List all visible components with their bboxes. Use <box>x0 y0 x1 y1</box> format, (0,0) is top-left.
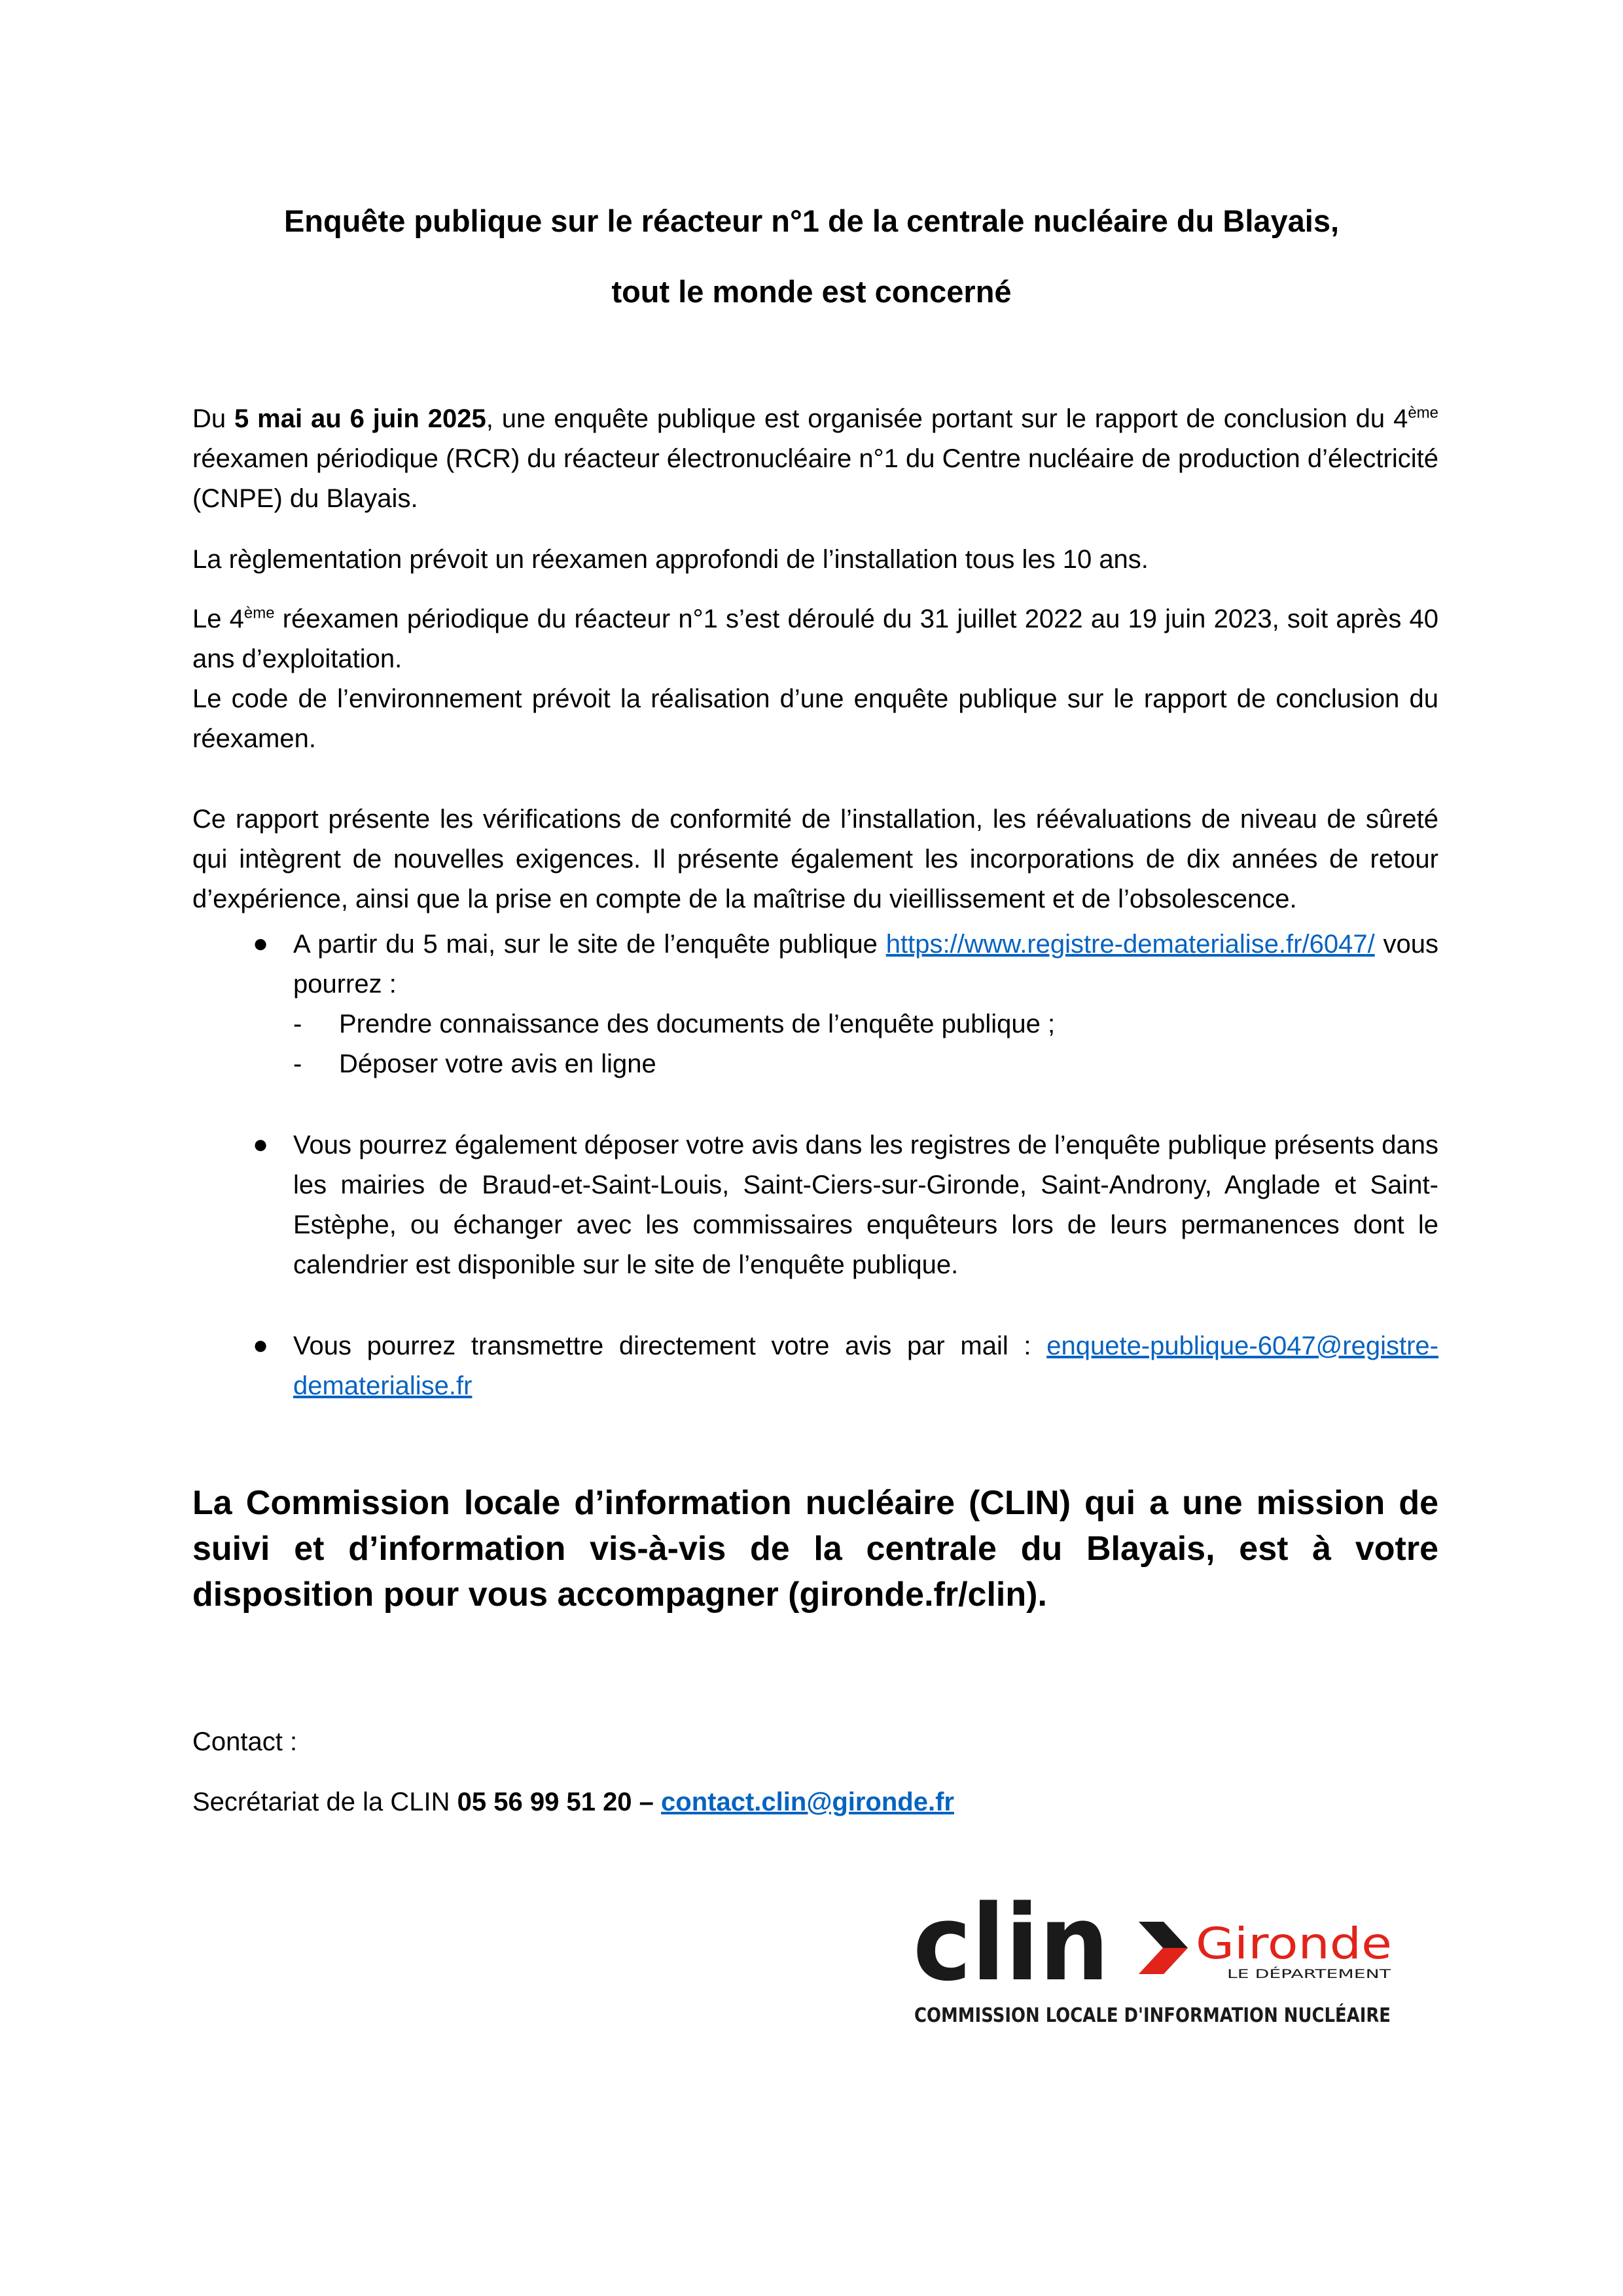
intro-text: réexamen périodique du réacteur n°1 s’est déroulé du 31 juillet 2022 au 19 juin 2023, soit après 40 ans d’exploitation. <box>192 605 1438 673</box>
ordinal-superscript: ème <box>1408 404 1438 422</box>
bullet-dot: ● <box>253 1130 269 1159</box>
intro-paragraph-reexamination <box>192 599 1438 759</box>
intro-text: réexamen périodique (RCR) du réacteur électronucléaire n°1 du Centre nucléaire de production d’électricité (CNPE) du Blayais. <box>192 444 1438 513</box>
inquiry-dates: 5 mai au 6 juin 2025 <box>234 404 486 433</box>
bullet-online-site <box>293 925 1438 1004</box>
clin-gironde-logo <box>913 1881 1467 2032</box>
ordinal-number: 4 <box>1393 404 1408 433</box>
intro-text: Le code de l’environnement prévoit la réalisation d’une enquête publique sur le rapport de conclusion du réexamen. <box>192 684 1438 753</box>
bullet-email <box>293 1326 1438 1406</box>
intro-paragraph-dates <box>192 399 1438 519</box>
secretariat-label: Secrétariat de la CLIN <box>192 1788 457 1816</box>
ordinal-superscript: ème <box>243 604 275 622</box>
dash-marker: - <box>293 1050 302 1078</box>
gironde-chevron-icon <box>1139 1922 1188 1974</box>
intro-paragraph-regulation: La règlementation prévoit un réexamen approfondi de l’installation tous les 10 ans. <box>192 545 1149 574</box>
bullet-text: Vous pourrez transmettre directement votre avis par mail : <box>293 1332 1047 1360</box>
phone-number: 05 56 99 51 20 – <box>457 1788 654 1816</box>
dash-marker: - <box>293 1010 302 1038</box>
bullet-dot: ● <box>253 929 269 958</box>
inquiry-email-link[interactable]: enquete-publique-6047@registre-dematerialise.fr <box>293 1332 1438 1400</box>
intro-text: Le 4 <box>192 605 244 633</box>
commission-caption: COMMISSION LOCALE D'INFORMATION NUCLÉAIRE <box>914 2004 1467 2027</box>
registry-website-link[interactable]: https://www.registre-dematerialise.fr/6047/ <box>885 930 1375 959</box>
contact-email-link[interactable]: contact.clin@gironde.fr <box>661 1788 954 1816</box>
intro-text: Du <box>192 404 235 433</box>
bullet-text: vous pourrez : <box>293 930 1438 998</box>
clin-statement: La Commission locale d’information nucléaire (CLIN) qui a une mission de suivi et d’information vis-à-vis de la centrale du Blayais, est à votre disposition pour vous accompagner (gironde.fr/clin). <box>192 1484 1438 1614</box>
bullet-text: A partir du 5 mai, sur le site de l’enquête publique <box>293 930 886 959</box>
document-title-line-1: Enquête publique sur le réacteur n°1 de la centrale nucléaire du Blayais, <box>283 203 1340 238</box>
intro-text: , une enquête publique est organisée portant sur le rapport de conclusion du <box>486 404 1394 433</box>
intro-paragraph-report: Ce rapport présente les vérifications de conformité de l’installation, les réévaluations de niveau de sûreté qui intègrent de nouvelles exigences. Il présente également les incorporations de dix années de retour d’expérience, ainsi que la prise en compte de la maîtrise du vieillissement et de l’obsolescence. <box>192 805 1438 913</box>
sub-item-documents: Prendre connaissance des documents de l’enquête publique ; <box>339 1010 1056 1038</box>
clin-wordmark: clin <box>913 1882 1109 2004</box>
contact-line <box>192 1782 954 1822</box>
bullet-dot: ● <box>253 1331 269 1360</box>
document-title-line-2: tout le monde est concerné <box>611 274 1012 309</box>
department-label: LE DÉPARTEMENT <box>1227 1967 1338 1981</box>
contact-label: Contact : <box>192 1727 298 1756</box>
gironde-wordmark: Gironde <box>1196 1918 1392 1969</box>
bullet-town-halls: Vous pourrez également déposer votre avis dans les registres de l’enquête publique présents dans les mairies de Braud-et-Saint-Louis, Saint-Ciers-sur-Gironde, Saint-Androny, Anglade et Saint-Estèphe, ou échanger avec les commissaires enquêteurs lors de leurs permanences dont le calendrier est disponible sur le site de l’enquête publique. <box>293 1131 1438 1279</box>
sub-item-submit-opinion: Déposer votre avis en ligne <box>339 1050 656 1078</box>
